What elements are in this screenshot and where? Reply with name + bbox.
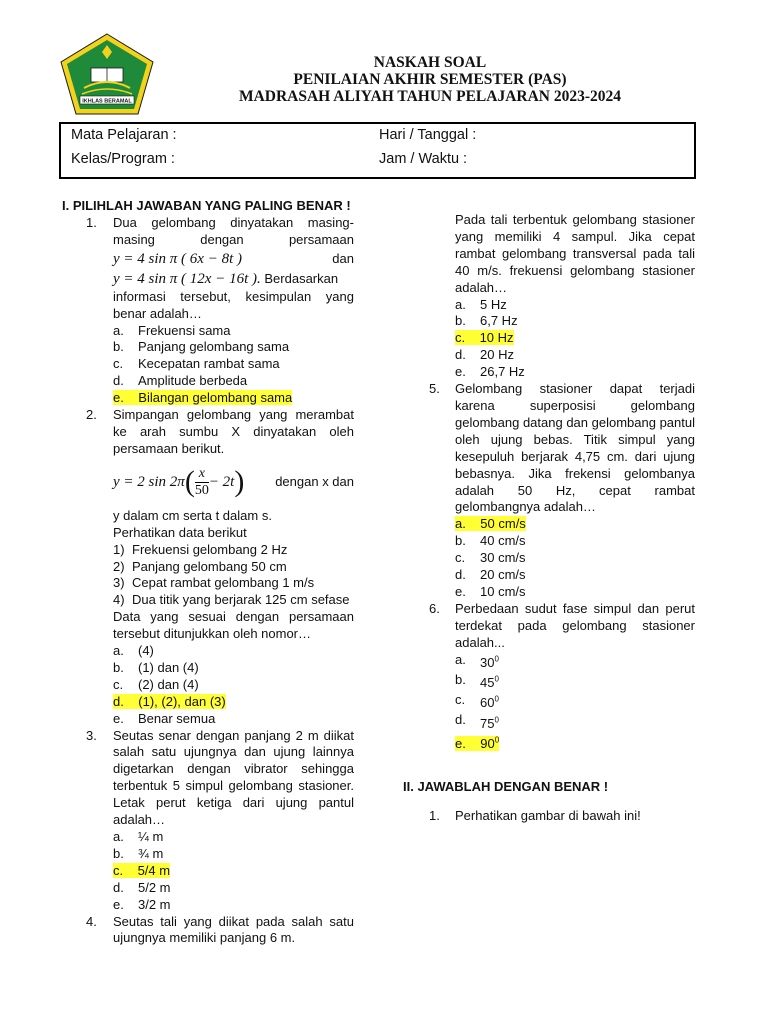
option-a[interactable]: a. Frekuensi sama xyxy=(113,322,231,338)
question-text: Perhatikan gambar di bawah ini! xyxy=(455,807,641,823)
question-1: 1. Dua gelombang dinyatakan masing- masing dengan persamaan y = 4 sin π ( 6x − 8t ) dan y = 4 sin π ( 12x − 16t ). Berdasarkan informasi tersebut, kesimpulan yang benar adalah… xyxy=(86,214,354,321)
question-text: Simpangan gelombang yang merambat ke arah sumbu X dinyatakan oleh persamaan berikut. xyxy=(113,407,354,456)
question-6 xyxy=(427,601,695,652)
options-q5 xyxy=(427,516,695,601)
question-4 xyxy=(62,914,354,948)
statement-3: 3) Cepat rambat gelombang 1 m/s xyxy=(113,575,315,591)
equation-1: y = 4 sin π ( 6x − 8t ) xyxy=(113,250,242,267)
option-a-answer[interactable]: a. 50 cm/s xyxy=(455,516,526,532)
option-c[interactable]: c. Kecepatan rambat sama xyxy=(113,356,280,372)
option-d[interactable]: d. 5/2 m xyxy=(113,879,171,895)
left-column xyxy=(62,198,354,947)
option-e-answer[interactable]: e. $90^0$ xyxy=(455,735,500,751)
header-line-3: MADRASAH ALIYAH TAHUN PELAJARAN 2023-2024 xyxy=(238,88,622,105)
essay-question-1 xyxy=(427,808,695,825)
document-header xyxy=(160,54,700,105)
option-b[interactable]: b. $45^0$ xyxy=(455,671,499,691)
option-e[interactable]: e. 10 cm/s xyxy=(455,583,526,599)
option-d[interactable]: d. 20 cm/s xyxy=(455,567,526,583)
option-c[interactable]: c. $60^0$ xyxy=(455,692,499,711)
option-c-answer[interactable]: c. 5/4 m xyxy=(113,862,171,878)
option-a[interactable]: a. 5 Hz xyxy=(455,296,507,312)
options-q2 xyxy=(62,643,354,728)
header-line-2: PENILAIAN AKHIR SEMESTER (PAS) xyxy=(293,71,567,88)
statement-1: 1) Frekuensi gelombang 2 Hz xyxy=(113,541,288,557)
header-line-1: NASKAH SOAL xyxy=(373,54,487,71)
option-a[interactable]: a. (4) xyxy=(113,643,154,659)
day-date-label: Hari / Tanggal : xyxy=(379,127,477,143)
options-q3 xyxy=(62,829,354,914)
question-text: Seutas tali yang diikat pada salah satu ujungnya memiliki panjang 6 m. xyxy=(113,913,354,946)
option-d[interactable]: d. 20 Hz xyxy=(455,347,514,363)
kemenag-logo xyxy=(58,32,156,118)
option-e[interactable]: e. 26,7 Hz xyxy=(455,364,525,380)
question-text: Gelombang stasioner dapat terjadi karena superposisi gelombang gelombang datang dan gelombang pantul oleh ujung bebas. Titik simpul yang kesepuluh berjarak 4,75 cm. dari ujung bebasnya. Jika frekensi gelombanya adalah 50 Hz, cepat rambat gelombangnya adalah… xyxy=(455,381,695,515)
question-number: 1. xyxy=(86,214,97,230)
option-c[interactable]: c. (2) dan (4) xyxy=(113,676,199,692)
options-q1 xyxy=(62,323,354,408)
question-text: Dua gelombang dinyatakan masing- xyxy=(113,214,354,230)
equation-3: y = 2 sin 2π( $\frac{x}{50}$ − 2t) dengan x dan xyxy=(113,465,354,499)
option-b[interactable]: b. 6,7 Hz xyxy=(455,313,518,329)
options-q6 xyxy=(427,652,695,753)
option-b[interactable]: b. 40 cm/s xyxy=(455,533,526,549)
statements-q2 xyxy=(62,542,354,610)
question-number: 6. xyxy=(429,600,440,616)
question-number: 5. xyxy=(429,381,440,397)
option-a[interactable]: a. $30^0$ xyxy=(455,651,499,670)
question-number: 1. xyxy=(429,807,440,823)
equation-2: y = 4 sin π ( 12x − 16t ). xyxy=(113,270,261,287)
statement-4: 4) Dua titik yang berjarak 125 cm sefase xyxy=(113,592,350,608)
option-c[interactable]: c. 30 cm/s xyxy=(455,550,526,566)
section-1-title: I. PILIHLAH JAWABAN YANG PALING BENAR ! xyxy=(62,198,351,213)
section-2-title: II. JAWABLAH DENGAN BENAR ! xyxy=(403,778,609,794)
question-number: 4. xyxy=(86,913,97,929)
option-e-answer[interactable]: e. Bilangan gelombang sama xyxy=(113,390,293,406)
logo-motto: IKHLAS BERAMAL xyxy=(82,98,132,105)
option-d[interactable]: d. Amplitude berbeda xyxy=(113,373,248,389)
question-5 xyxy=(427,381,695,516)
class-label: Kelas/Program : xyxy=(71,151,175,167)
options-q4 xyxy=(427,297,695,382)
question-4-continued: Pada tali terbentuk gelombang stasioner yang memiliki 4 sampul. Jika cepat rambat gelombang transversal pada tali 40 m/s. frekuensi gelombang stasioner adalah… xyxy=(455,212,695,295)
option-b[interactable]: b. ¾ m xyxy=(113,845,164,861)
statement-2: 2) Panjang gelombang 50 cm xyxy=(113,558,287,574)
question-3 xyxy=(62,728,354,829)
question-number: 3. xyxy=(86,727,97,743)
option-e[interactable]: e. Benar semua xyxy=(113,710,216,726)
subject-label: Mata Pelajaran : xyxy=(71,127,177,143)
question-text: Perbedaan sudut fase simpul dan perut terdekat pada gelombang stasioner adalah... xyxy=(455,600,695,650)
right-column xyxy=(403,212,695,825)
question-text: Seutas senar dengan panjang 2 m diikat salah satu ujungnya dan ujung lainnya digetarkan dengan vibrator sehingga terbentuk 5 simpul gelombang stasioner. Letak perut ketiga dari ujung pantul adalah… xyxy=(113,727,354,828)
time-label: Jam / Waktu : xyxy=(379,151,468,167)
option-d-answer[interactable]: d. (1), (2), dan (3) xyxy=(113,693,226,709)
option-c-answer[interactable]: c. 10 Hz xyxy=(455,330,514,346)
option-b[interactable]: b. (1) dan (4) xyxy=(113,659,199,675)
option-a[interactable]: a. ¼ m xyxy=(113,829,164,844)
exam-info-box xyxy=(59,122,696,179)
question-2: 2. Simpangan gelombang yang merambat ke arah sumbu X dinyatakan oleh persamaan berikut. y = 2 sin 2π( $\frac{x}{50}$ − 2t) dengan x dan y dalam cm serta t dalam s. Perhatikan data berikut xyxy=(86,407,354,540)
option-d[interactable]: d. $75^0$ xyxy=(455,712,499,731)
option-b[interactable]: b. Panjang gelombang sama xyxy=(113,339,290,355)
option-e[interactable]: e. 3/2 m xyxy=(113,896,171,912)
question-number: 2. xyxy=(86,407,97,423)
question-prompt: Data yang sesuai dengan persamaan tersebut ditunjukkan oleh nomor… xyxy=(113,609,354,642)
